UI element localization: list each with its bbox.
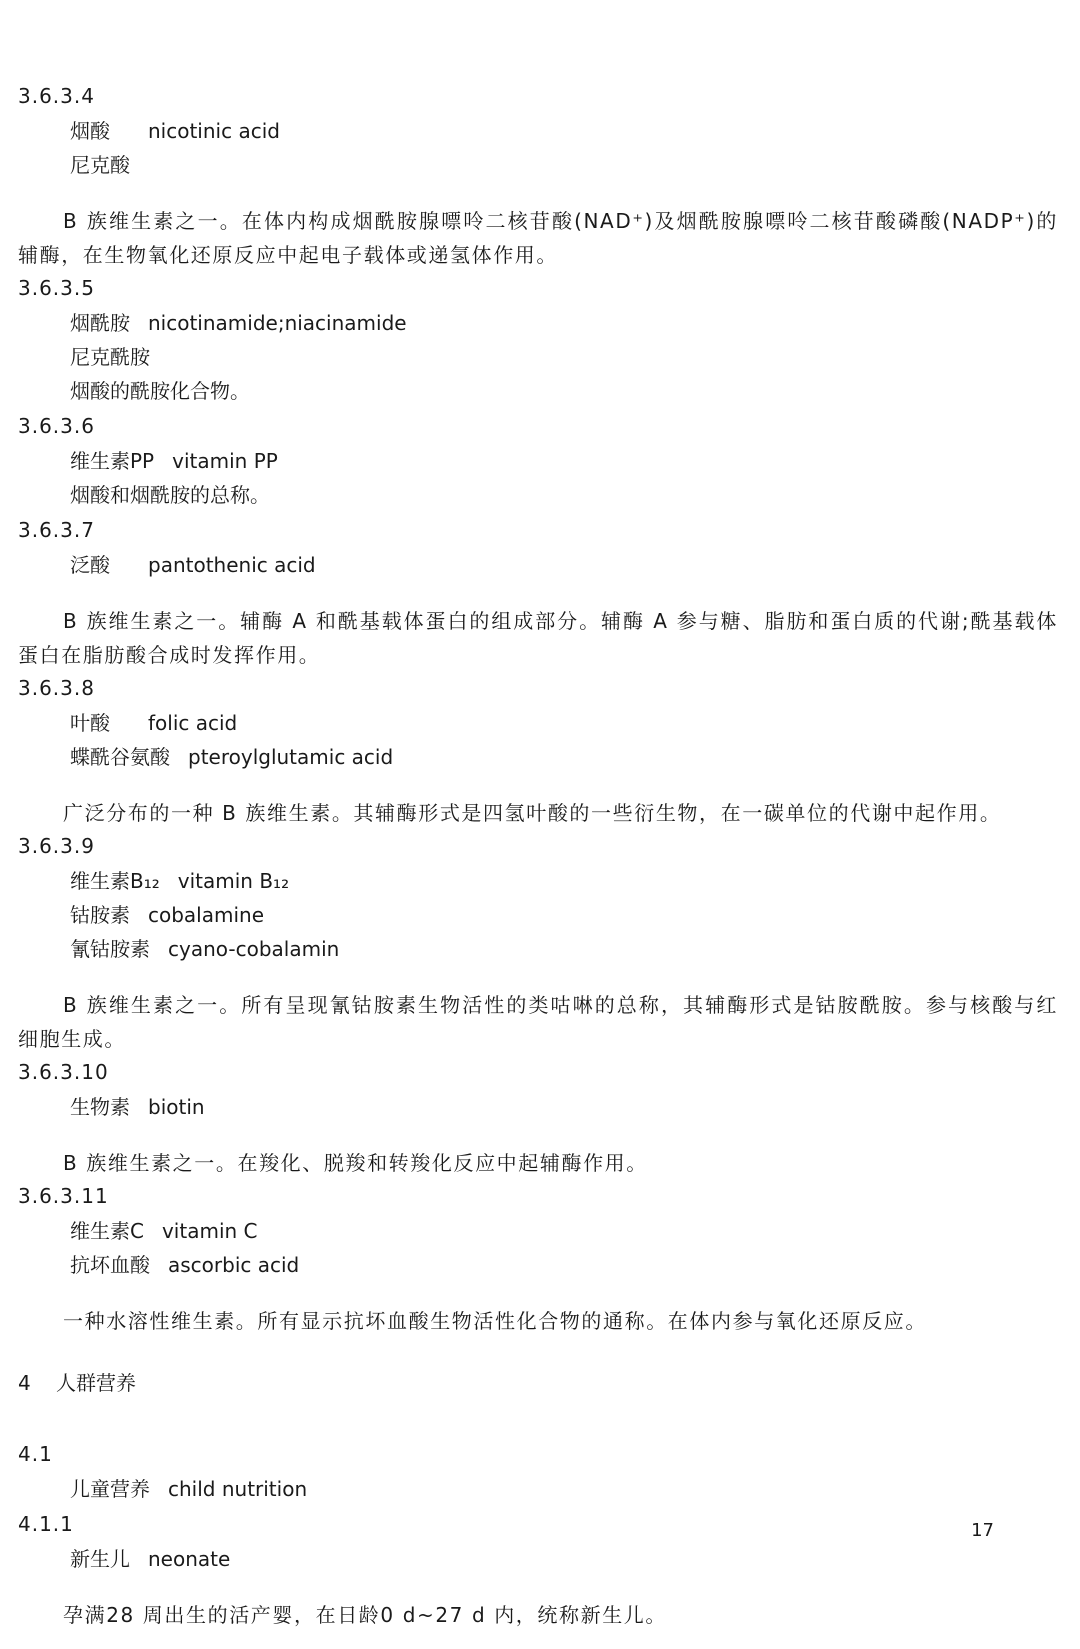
alias-chinese: 尼克酰胺 xyxy=(70,345,150,369)
entry-number: 3.6.3.7 xyxy=(18,518,95,542)
section-spacer xyxy=(18,1338,1058,1368)
alias-chinese: 蝶酰谷氨酸 xyxy=(70,745,170,769)
term-chinese: 新生儿 xyxy=(70,1547,130,1571)
alias-line xyxy=(18,342,1058,376)
term-chinese: 维生素PP xyxy=(70,449,155,473)
section-title: 人群营养 xyxy=(56,1371,136,1395)
term-english: nicotinic acid xyxy=(148,119,280,143)
entry-number: 3.6.3.4 xyxy=(18,84,95,108)
entry-number: 3.6.3.11 xyxy=(18,1184,109,1208)
alias-line xyxy=(18,1250,1058,1284)
entry-number: 3.6.3.6 xyxy=(18,414,95,438)
alias-line xyxy=(18,934,1058,968)
term-line xyxy=(18,308,1058,342)
page-number: 17 xyxy=(971,1520,994,1541)
term-chinese: 维生素C xyxy=(70,1219,144,1243)
definition-text: 孕满28 周出生的活产婴，在日龄0 d~27 d 内，统称新生儿。 xyxy=(63,1603,668,1627)
term-line xyxy=(18,1474,1058,1508)
alias-line xyxy=(18,150,1058,184)
term-english: neonate xyxy=(148,1547,231,1571)
term-chinese: 烟酸 xyxy=(70,119,110,143)
term-line xyxy=(18,116,1058,150)
alias-chinese: 抗坏血酸 xyxy=(70,1253,150,1277)
term-line xyxy=(18,708,1058,742)
entry-number: 4.1.1 xyxy=(18,1512,74,1536)
alias-english: pteroylglutamic acid xyxy=(188,745,394,769)
definition-text: B 族维生素之一。辅酶 A 和酰基载体蛋白的组成部分。辅酶 A 参与糖、脂肪和蛋白质的代谢;酰基载体蛋白在脂肪酸合成时发挥作用。 xyxy=(18,609,1058,667)
alias-english: cobalamine xyxy=(148,903,265,927)
definition-text: 一种水溶性维生素。所有显示抗坏血酸生物活性化合物的通称。在体内参与氧化还原反应。 xyxy=(63,1309,927,1333)
alias-chinese: 尼克酸 xyxy=(70,153,130,177)
term-chinese: 泛酸 xyxy=(70,553,110,577)
term-english: folic acid xyxy=(148,711,238,735)
entry-number: 3.6.3.9 xyxy=(18,834,95,858)
section-heading xyxy=(18,1368,1058,1402)
entry-number: 3.6.3.10 xyxy=(18,1060,109,1084)
term-english: biotin xyxy=(148,1095,205,1119)
term-chinese: 生物素 xyxy=(70,1095,130,1119)
term-chinese: 儿童营养 xyxy=(70,1477,150,1501)
term-line xyxy=(18,446,1058,480)
definition-text: B 族维生素之一。在体内构成烟酰胺腺嘌呤二核苷酸(NAD⁺)及烟酰胺腺嘌呤二核苷酸磷酸(NADP⁺)的辅酶，在生物氧化还原反应中起电子载体或递氢体作用。 xyxy=(18,209,1058,267)
alias-line xyxy=(18,900,1058,934)
term-english: pantothenic acid xyxy=(148,553,316,577)
alias-line xyxy=(18,742,1058,776)
term-chinese: 叶酸 xyxy=(70,711,110,735)
term-english: nicotinamide;niacinamide xyxy=(148,311,407,335)
definition-text: 烟酸的酰胺化合物。 xyxy=(70,379,250,403)
term-line xyxy=(18,1216,1058,1250)
term-chinese: 烟酰胺 xyxy=(70,311,130,335)
definition-text: 广泛分布的一种 B 族维生素。其辅酶形式是四氢叶酸的一些衍生物，在一碳单位的代谢中起作用。 xyxy=(63,801,1002,825)
entry-number: 3.6.3.8 xyxy=(18,676,95,700)
alias-chinese: 钴胺素 xyxy=(70,903,130,927)
entry-number: 3.6.3.5 xyxy=(18,276,95,300)
section-spacer xyxy=(18,1402,1058,1438)
definition-text: B 族维生素之一。所有呈现氰钴胺素生物活性的类咕啉的总称，其辅酶形式是钴胺酰胺。参与核酸与红细胞生成。 xyxy=(18,993,1058,1051)
alias-chinese: 氰钴胺素 xyxy=(70,937,150,961)
alias-english: cyano-cobalamin xyxy=(168,937,340,961)
entry-number: 4.1 xyxy=(18,1442,53,1466)
term-english: vitamin B₁₂ xyxy=(177,869,290,893)
term-line xyxy=(18,866,1058,900)
term-line xyxy=(18,1092,1058,1126)
term-english: vitamin C xyxy=(161,1219,258,1243)
term-line xyxy=(18,1544,1058,1578)
term-english: child nutrition xyxy=(168,1477,308,1501)
section-number: 4 xyxy=(18,1371,31,1395)
document-content xyxy=(18,80,1058,1632)
term-chinese: 维生素B₁₂ xyxy=(70,869,160,893)
alias-english: ascorbic acid xyxy=(168,1253,300,1277)
term-english: vitamin PP xyxy=(172,449,278,473)
definition-text: B 族维生素之一。在羧化、脱羧和转羧化反应中起辅酶作用。 xyxy=(63,1151,648,1175)
definition-text: 烟酸和烟酰胺的总称。 xyxy=(70,483,270,507)
term-line xyxy=(18,550,1058,584)
